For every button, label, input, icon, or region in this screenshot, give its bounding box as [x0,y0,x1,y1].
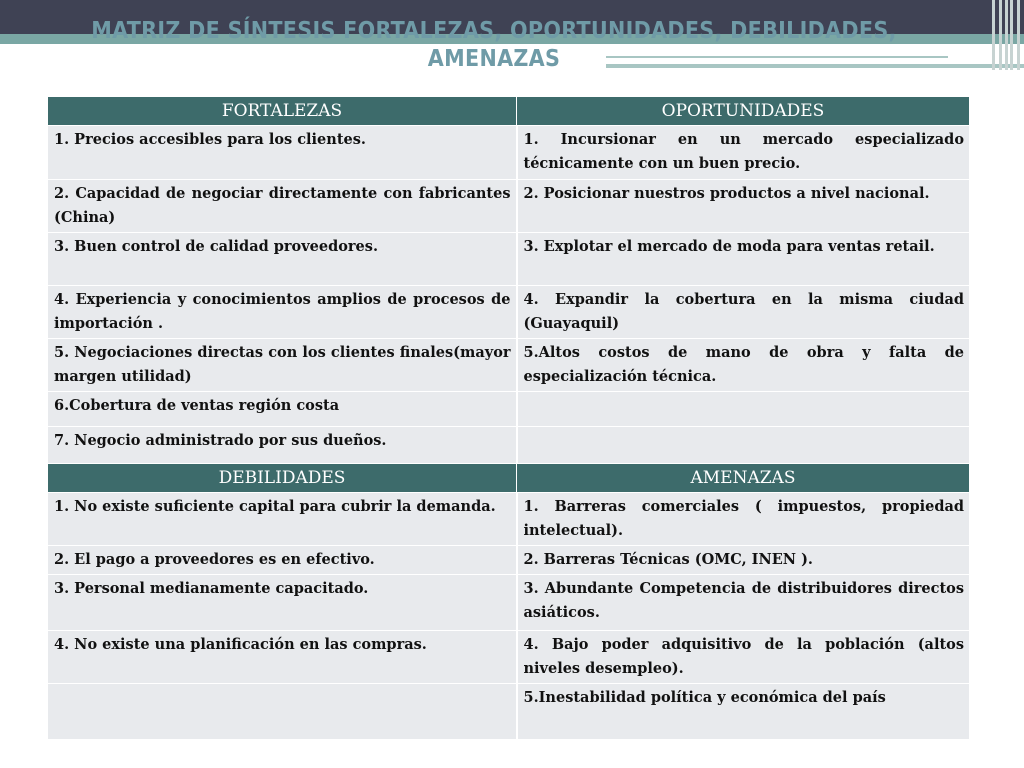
slide-title [0,17,988,73]
table-row [48,631,970,684]
table-row [48,575,970,631]
header-oportunidades: OPORTUNIDADES [517,97,970,126]
table-row [48,493,970,546]
amenaza-cell: 1. Barreras comerciales ( impuestos, propiedad intelectual). [517,493,970,546]
amenaza-cell: 2. Barreras Técnicas (OMC, INEN ). [517,546,970,575]
header-vertical-bars [990,0,1024,70]
fortaleza-cell: 6.Cobertura de ventas región costa [48,392,517,427]
table-row [48,339,970,392]
debilidad-cell: 3. Personal medianamente capacitado. [48,575,517,631]
oportunidad-cell: 4. Expandir la cobertura en la misma ciudad (Guayaquil) [517,286,970,339]
debilidad-cell: 4. No existe una planificación en las compras. [48,631,517,684]
table-row [48,684,970,740]
fortaleza-cell: 7. Negocio administrado por sus dueños. [48,427,517,464]
oportunidad-cell-empty [517,392,970,427]
vertical-bar [1017,0,1020,70]
oportunidad-cell: 3. Explotar el mercado de moda para ventas retail. [517,233,970,286]
table-row [48,233,970,286]
oportunidad-cell: 1. Incursionar en un mercado especializado técnicamente con un buen precio. [517,126,970,180]
amenaza-cell: 3. Abundante Competencia de distribuidores directos asiáticos. [517,575,970,631]
table-row [48,427,970,464]
fortaleza-cell: 2. Capacidad de negociar directamente con fabricantes (China) [48,180,517,233]
table-row [48,392,970,427]
vertical-bar [1005,0,1008,70]
vertical-bar [1010,0,1013,70]
table-row [48,180,970,233]
header-row-debilidades-amenazas [48,464,970,493]
header-debilidades: DEBILIDADES [48,464,517,493]
fortaleza-cell: 3. Buen control de calidad proveedores. [48,233,517,286]
debilidad-cell: 1. No existe suficiente capital para cubrir la demanda. [48,493,517,546]
vertical-bar [999,0,1002,70]
fortaleza-cell: 5. Negociaciones directas con los clientes finales(mayor margen utilidad) [48,339,517,392]
amenaza-cell: 4. Bajo poder adquisitivo de la población (altos niveles desempleo). [517,631,970,684]
vertical-bar [992,0,995,70]
fortaleza-cell: 1. Precios accesibles para los clientes. [48,126,517,180]
header-row-fortalezas-oportunidades [48,97,970,126]
debilidad-cell: 2. El pago a proveedores es en efectivo. [48,546,517,575]
table-row [48,286,970,339]
header-fortalezas: FORTALEZAS [48,97,517,126]
swot-matrix-table [47,96,970,740]
debilidad-cell-empty [48,684,517,740]
table-row [48,126,970,180]
header-amenazas: AMENAZAS [517,464,970,493]
amenaza-cell: 5.Inestabilidad política y económica del país [517,684,970,740]
oportunidad-cell-empty [517,427,970,464]
slide-title-line-1: MATRIZ DE SÍNTESIS FORTALEZAS, OPORTUNIDADES, DEBILIDADES, [91,18,897,44]
table-row [48,546,970,575]
slide-title-line-2: AMENAZAS [427,46,561,72]
oportunidad-cell: 2. Posicionar nuestros productos a nivel nacional. [517,180,970,233]
fortaleza-cell: 4. Experiencia y conocimientos amplios de procesos de importación . [48,286,517,339]
oportunidad-cell: 5.Altos costos de mano de obra y falta de especialización técnica. [517,339,970,392]
